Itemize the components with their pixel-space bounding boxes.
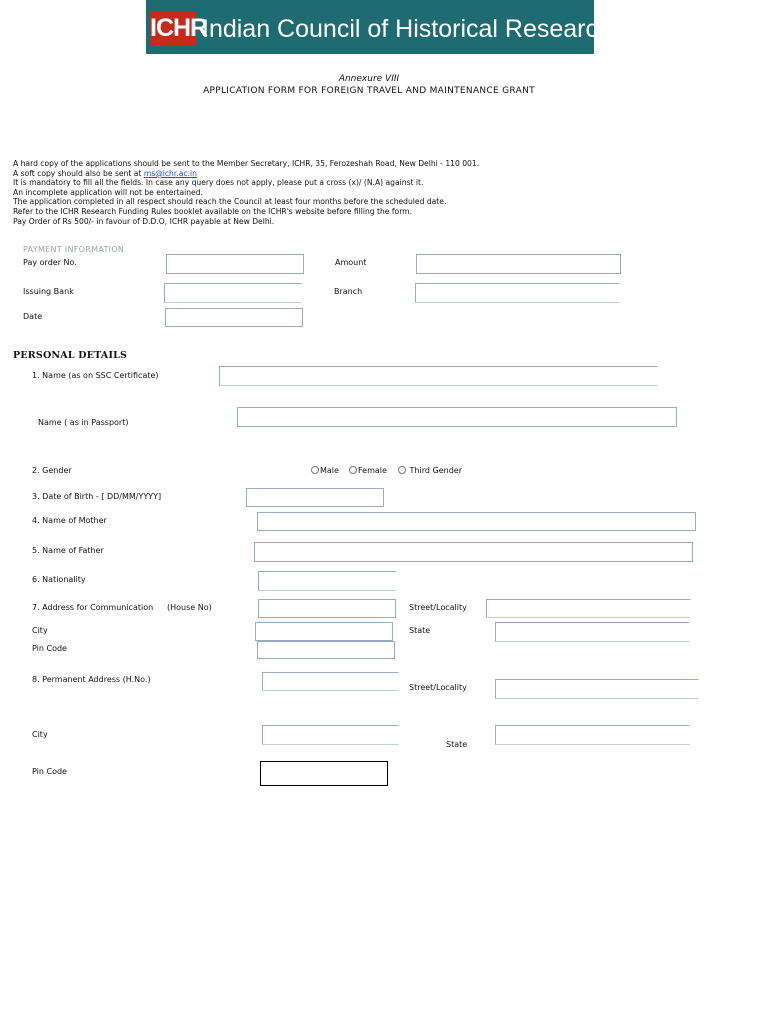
radio-icon[interactable] <box>398 466 406 474</box>
comm-street-label: Street/Locality <box>409 603 467 612</box>
payment-legend: PAYMENT INFORMATION <box>23 245 125 254</box>
dob-label: 3. Date of Birth - [ DD/MM/YYYY] <box>32 492 162 501</box>
issuing-bank-label: Issuing Bank <box>23 287 74 296</box>
gender-male-option[interactable] <box>311 466 339 476</box>
comm-pin-label: Pin Code <box>32 644 67 653</box>
father-name-label: 5. Name of Father <box>32 546 104 555</box>
name-ssc-input[interactable] <box>219 366 658 386</box>
branch-input[interactable] <box>415 283 620 303</box>
amount-label: Amount <box>335 258 367 267</box>
mother-name-input[interactable] <box>257 512 696 531</box>
name-ssc-label: 1. Name (as on SSC Certificate) <box>32 371 159 380</box>
comm-pin-input[interactable] <box>257 641 395 659</box>
perm-pin-input[interactable] <box>260 761 388 786</box>
comm-city-input[interactable] <box>255 622 393 641</box>
pay-order-label: Pay order No. <box>23 258 77 267</box>
gender-third-label: Third Gender <box>409 466 462 475</box>
gender-third-option[interactable] <box>398 466 462 476</box>
instruction-line <box>13 169 479 179</box>
comm-street-input[interactable] <box>486 599 691 618</box>
instruction-line: Refer to the ICHR Research Funding Rules booklet available on the ICHR's website before filling the form. <box>13 206 412 216</box>
name-passport-input[interactable] <box>237 407 677 427</box>
father-name-input[interactable] <box>254 542 693 562</box>
ichr-logo: ICHR <box>150 12 196 45</box>
comm-state-input[interactable] <box>495 622 690 642</box>
pay-order-input[interactable] <box>166 254 304 274</box>
annexure-label: Annexure VIII <box>338 74 400 84</box>
comm-city-label: City <box>32 626 48 635</box>
instruction-line: An incomplete application will not be entertained. <box>13 187 203 197</box>
issuing-bank-input[interactable] <box>164 283 302 303</box>
nationality-label: 6. Nationality <box>32 575 86 584</box>
gender-female-option[interactable] <box>349 466 387 476</box>
perm-city-input[interactable] <box>262 725 399 745</box>
comm-house-input[interactable] <box>258 599 396 618</box>
form-title: APPLICATION FORM FOR FOREIGN TRAVEL AND MAINTENANCE GRANT <box>203 86 535 96</box>
perm-house-input[interactable] <box>262 672 399 691</box>
mother-name-label: 4. Name of Mother <box>32 516 107 525</box>
amount-input[interactable] <box>416 254 621 274</box>
perm-city-label: City <box>32 730 48 739</box>
branch-label: Branch <box>334 287 363 296</box>
perm-street-input[interactable] <box>495 679 699 699</box>
house-no-label: (House No) <box>167 603 212 612</box>
perm-state-input[interactable] <box>495 725 690 745</box>
instruction-line: It is mandatory to fill all the fields. In case any query does not apply, please put a cross (x)/ (N.A) against it. <box>13 178 424 188</box>
instruction-line: The application completed in all respect should reach the Council at least four months before the scheduled date. <box>13 197 447 207</box>
gender-male-label: Male <box>320 466 339 475</box>
address-comm-label: 7. Address for Communication <box>32 603 154 612</box>
perm-street-label: Street/Locality <box>409 683 467 692</box>
radio-icon[interactable] <box>311 466 319 474</box>
instruction-line: Pay Order of Rs 500/- in favour of D.D.O, ICHR payable at New Delhi. <box>13 216 275 226</box>
nationality-input[interactable] <box>258 571 397 591</box>
date-label: Date <box>23 312 43 321</box>
radio-icon[interactable] <box>349 466 357 474</box>
instruction-line: A hard copy of the applications should be sent to the Member Secretary, ICHR, 35, Ferozeshah Road, New Delhi - 110 001. <box>13 159 480 168</box>
email-link[interactable]: ms@ichr.ac.in <box>143 168 197 178</box>
name-passport-label: Name ( as in Passport) <box>38 418 129 427</box>
personal-details-heading: PERSONAL DETAILS <box>13 350 128 361</box>
perm-pin-label: Pin Code <box>32 767 67 776</box>
instructions <box>13 159 479 226</box>
gender-female-label: Female <box>358 466 387 475</box>
dob-input[interactable] <box>246 488 384 507</box>
gender-label: 2. Gender <box>32 466 72 475</box>
perm-address-label: 8. Permanent Address (H.No.) <box>32 675 151 684</box>
comm-state-label: State <box>409 626 431 635</box>
instruction-text: A soft copy should also be sent at <box>13 168 144 178</box>
date-input[interactable] <box>165 308 303 327</box>
organization-title: Indian Council of Historical Research <box>202 15 612 43</box>
perm-state-label: State <box>446 740 468 749</box>
